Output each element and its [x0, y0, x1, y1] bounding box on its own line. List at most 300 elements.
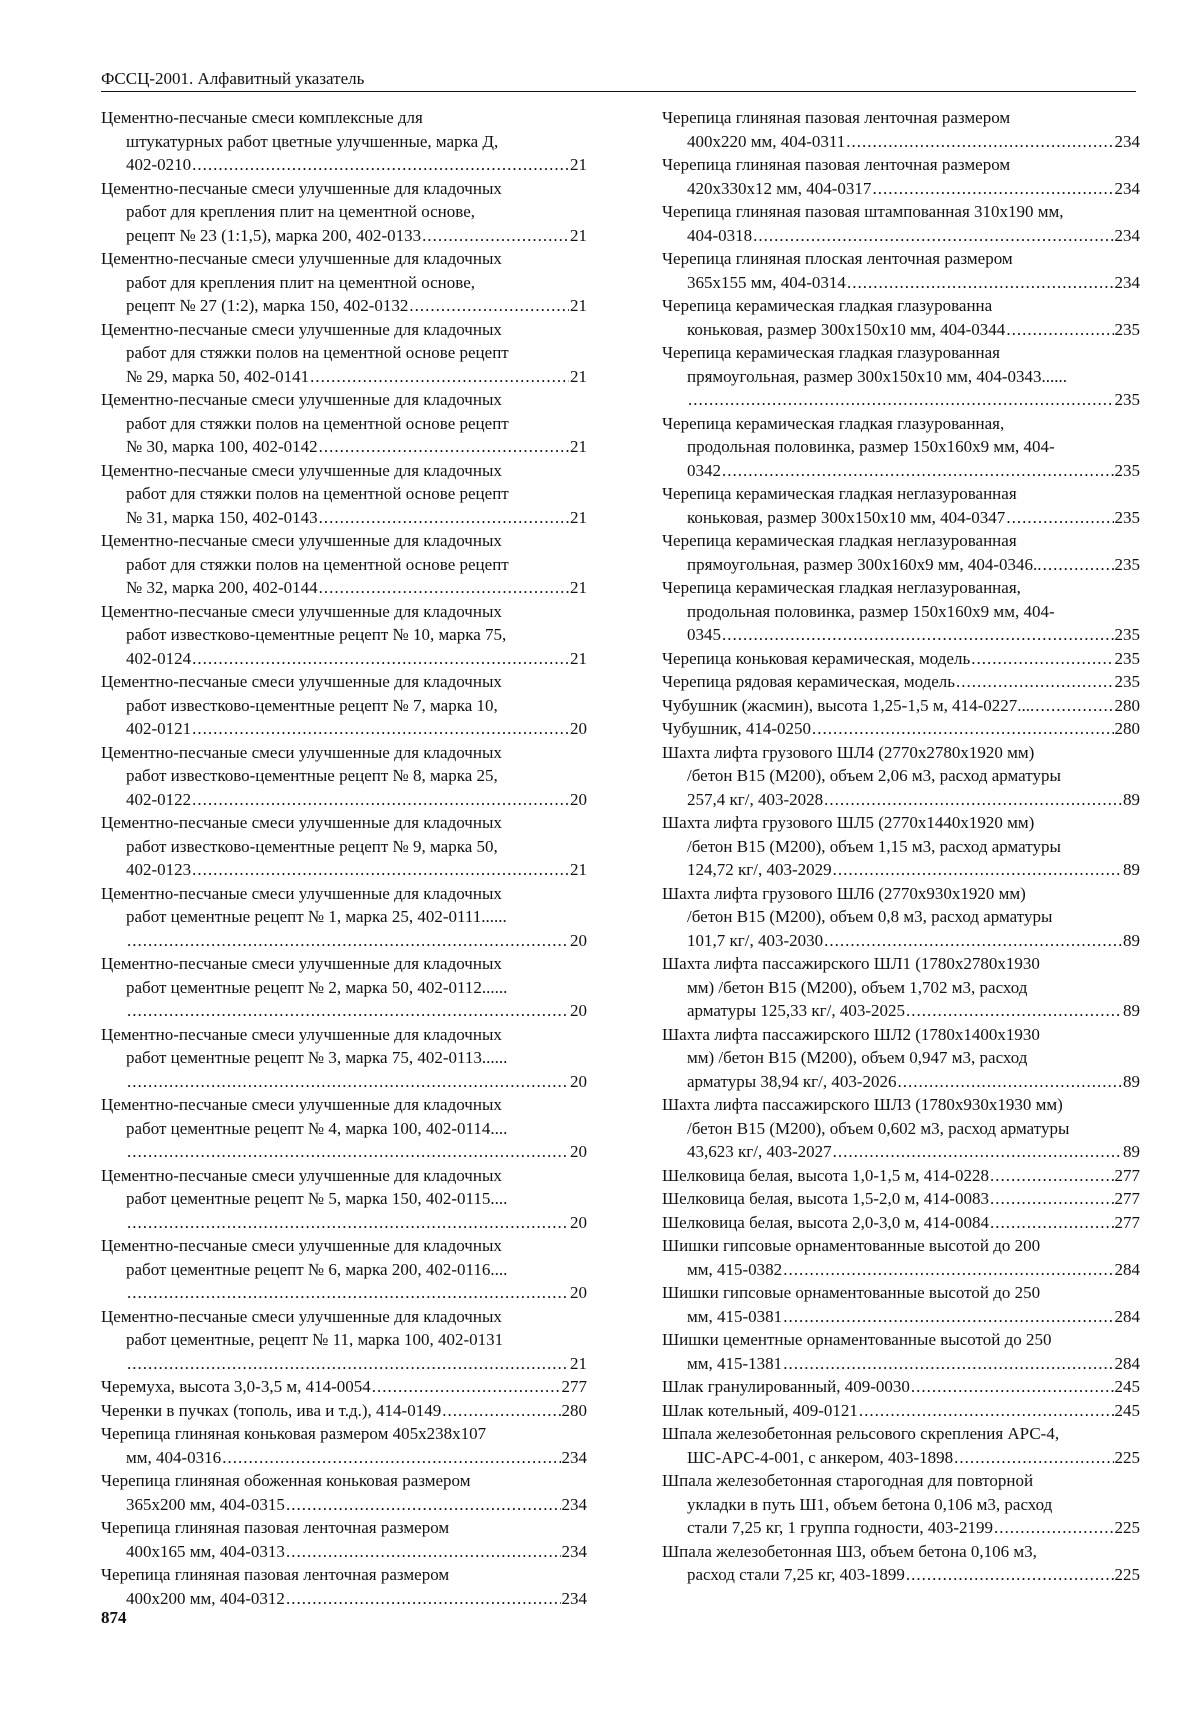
page-number: 874	[101, 1608, 127, 1627]
dot-leader	[319, 435, 569, 459]
entry-leader-line	[101, 365, 587, 389]
index-entry	[101, 1399, 587, 1423]
entry-text-line: Черепица глиняная пазовая ленточная размером	[662, 108, 1011, 127]
entry-page-ref: 89	[1123, 1071, 1140, 1091]
index-entry	[101, 1234, 587, 1305]
dot-leader	[722, 623, 1114, 647]
entry-page-ref: 235	[1114, 390, 1140, 409]
dot-leader	[722, 459, 1114, 483]
entry-text-last: мм, 415-1381	[687, 1353, 783, 1373]
dot-leader	[372, 1375, 561, 1399]
dot-leader	[127, 1281, 569, 1305]
dot-leader	[192, 647, 569, 671]
entry-text-line: Шахта лифта грузового ШЛ6 (2770х930х1920 мм)	[662, 883, 1026, 903]
entry-text-line: Цементно-песчаные смеси улучшенные для кладочных	[101, 742, 502, 762]
entry-text-line: Цементно-песчаные смеси улучшенные для кладочных	[101, 319, 502, 339]
entry-page-ref: 21	[570, 225, 587, 245]
entry-text-line: Цементно-песчаные смеси улучшенные для кладочных	[101, 813, 502, 832]
entry-page-ref: 235	[1114, 507, 1140, 527]
dot-leader	[847, 271, 1114, 295]
entry-text-last: 402-0123	[126, 860, 192, 879]
entry-leader-line	[662, 318, 1140, 342]
entry-page-ref: 234	[561, 1588, 587, 1608]
dot-leader	[911, 1375, 1114, 1399]
entry-text-line: Черепица глиняная коньковая размером 405х238х107	[101, 1424, 487, 1443]
index-entry	[662, 1328, 1140, 1375]
entry-text-line: мм) /бетон В15 (М200), объем 1,702 м3, расход	[687, 977, 1028, 997]
entry-text-line: Шпала железобетонная старогодная для повторной	[662, 1471, 1034, 1490]
entry-page-ref: 21	[570, 437, 587, 456]
index-entry	[662, 294, 1140, 341]
entry-text-line: Черепица керамическая гладкая неглазурованная	[662, 484, 1017, 503]
entry-text-line: работ цементные рецепт № 6, марка 200, 402-0116....	[126, 1259, 508, 1279]
entry-leader-line	[662, 1187, 1140, 1211]
dot-leader	[1035, 694, 1113, 718]
entry-page-ref: 234	[1114, 272, 1140, 292]
dot-leader	[422, 224, 569, 248]
entry-page-ref: 245	[1114, 1377, 1140, 1396]
entry-text-last: 402-0121	[126, 719, 192, 738]
entry-text-line: Черепица глиняная пазовая штампованная 310х190 мм,	[662, 202, 1064, 221]
entry-text-line: Цементно-песчаные смеси улучшенные для кладочных	[101, 390, 502, 409]
index-entry	[101, 1164, 587, 1235]
entry-leader-line	[101, 1446, 587, 1470]
index-column-left	[101, 106, 587, 1610]
entry-text-last: Шелковица белая, высота 2,0-3,0 м, 414-0084	[662, 1212, 989, 1232]
entry-text-line: Цементно-песчаные смеси улучшенные для кладочных	[101, 531, 502, 550]
entry-page-ref: 235	[1114, 554, 1140, 574]
index-entry	[662, 717, 1140, 741]
index-entry	[662, 1164, 1140, 1188]
index-entry	[662, 576, 1140, 647]
entry-text-line: Цементно-песчаные смеси улучшенные для кладочных	[101, 1165, 502, 1185]
entry-text-line: Черепица глиняная пазовая ленточная размером	[662, 155, 1011, 174]
index-entry	[662, 1281, 1140, 1328]
dot-leader	[872, 177, 1113, 201]
entry-text-line: Черепица керамическая гладкая глазурованная	[662, 343, 1000, 362]
entry-text-last: Шелковица белая, высота 1,5-2,0 м, 414-0083	[662, 1189, 989, 1208]
index-entry	[662, 153, 1140, 200]
entry-page-ref: 235	[1114, 625, 1140, 644]
entry-page-ref: 234	[1114, 225, 1140, 245]
dot-leader	[192, 153, 569, 177]
entry-page-ref: 20	[570, 1283, 587, 1302]
dot-leader	[192, 717, 569, 741]
entry-text-line: Черепица керамическая гладкая глазурованна	[662, 296, 993, 315]
entry-text-line: работ для стяжки полов на цементной основе рецепт	[126, 413, 509, 433]
entry-text-line: работ известково-цементные рецепт № 9, марка 50,	[126, 836, 498, 856]
entry-text-line: прямоугольная, размер 300х150х10 мм, 404-0343......	[687, 366, 1068, 386]
entry-leader-line	[101, 1211, 587, 1235]
entry-text-last: 400х220 мм, 404-0311	[687, 131, 846, 151]
entry-text-line: Цементно-песчаные смеси улучшенные для кладочных	[101, 1024, 502, 1044]
entry-leader-line	[101, 153, 587, 177]
entry-page-ref: 89	[1123, 1001, 1140, 1020]
entry-page-ref: 234	[1114, 178, 1140, 198]
entry-text-line: работ известково-цементные рецепт № 8, марка 25,	[126, 766, 498, 785]
entry-leader-line	[662, 506, 1140, 530]
entry-text-line: Цементно-песчаные смеси улучшенные для кладочных	[101, 178, 502, 198]
dot-leader	[990, 1187, 1114, 1211]
dot-leader	[859, 1399, 1114, 1423]
dot-leader	[310, 365, 569, 389]
entry-page-ref: 235	[1114, 460, 1140, 480]
entry-leader-line	[662, 858, 1140, 882]
entry-page-ref: 89	[1123, 930, 1140, 950]
entry-text-line: Цементно-песчаные смеси улучшенные для кладочных	[101, 1236, 502, 1255]
index-entry	[662, 882, 1140, 953]
entry-text-line: Шахта лифта пассажирского ШЛ2 (1780х1400х1930	[662, 1024, 1040, 1044]
entry-page-ref: 20	[570, 930, 587, 950]
entry-leader-line	[662, 1352, 1140, 1376]
dot-leader	[824, 929, 1122, 953]
index-entry	[662, 1399, 1140, 1423]
entry-leader-line	[101, 717, 587, 741]
entry-text-line: штукатурных работ цветные улучшенные, марка Д,	[126, 131, 499, 151]
entry-text-line: Шишки цементные орнаментованные высотой до 250	[662, 1330, 1052, 1349]
entry-leader-line	[662, 553, 1140, 577]
index-entry	[662, 1375, 1140, 1399]
entry-leader-line	[101, 506, 587, 530]
entry-page-ref: 20	[570, 719, 587, 738]
entry-text-last: 365х155 мм, 404-0314	[687, 272, 846, 292]
entry-text-line: работ для стяжки полов на цементной основе рецепт	[126, 484, 509, 503]
entry-text-line: Черепица керамическая гладкая глазурованная,	[662, 413, 1005, 433]
entry-page-ref: 21	[570, 296, 587, 315]
entry-page-ref: 235	[1114, 319, 1140, 339]
entry-text-line: Цементно-песчаные смеси комплексные для	[101, 108, 423, 127]
entry-text-line: продольная половинка, размер 150х160х9 мм, 404-	[687, 601, 1055, 621]
entry-text-last: Шлак гранулированный, 409-0030	[662, 1377, 910, 1396]
entry-leader-line	[662, 717, 1140, 741]
entry-text-line: Цементно-песчаные смеси улучшенные для кладочных	[101, 672, 502, 691]
dot-leader	[127, 1211, 569, 1235]
dot-leader	[824, 788, 1122, 812]
index-entry	[101, 106, 587, 177]
dot-leader	[753, 224, 1113, 248]
page-header	[101, 68, 1136, 92]
dot-leader	[954, 1446, 1113, 1470]
entry-page-ref: 20	[570, 1071, 587, 1091]
dot-leader	[990, 1211, 1114, 1235]
entry-text-line: работ известково-цементные рецепт № 10, марка 75,	[126, 625, 507, 644]
entry-text-last: Черемуха, высота 3,0-3,5 м, 414-0054	[101, 1377, 371, 1396]
entry-text-last: № 30, марка 100, 402-0142	[126, 437, 318, 456]
dot-leader	[127, 929, 569, 953]
entry-text-line: работ цементные рецепт № 5, марка 150, 402-0115....	[126, 1189, 508, 1208]
entry-text-line: Шпала железобетонная рельсового скрепления АРС-4,	[662, 1424, 1060, 1443]
entry-text-last: 402-0122	[126, 789, 192, 809]
entry-page-ref: 235	[1114, 672, 1140, 691]
index-entry	[101, 247, 587, 318]
entry-text-line: Шахта лифта пассажирского ШЛ1 (1780х2780х1930	[662, 954, 1040, 973]
entry-text-line: мм) /бетон В15 (М200), объем 0,947 м3, расход	[687, 1048, 1028, 1067]
entry-leader-line	[101, 1352, 587, 1376]
index-entry	[101, 600, 587, 671]
entry-text-last: Черенки в пучках (тополь, ива и т.д.), 414-0149	[101, 1400, 442, 1420]
entry-text-last: 257,4 кг/, 403-2028	[687, 789, 824, 809]
dot-leader	[1006, 318, 1113, 342]
index-entry	[101, 388, 587, 459]
index-entry	[662, 670, 1140, 694]
entry-text-last: рецепт № 27 (1:2), марка 150, 402-0132	[126, 296, 409, 315]
index-entry	[662, 412, 1140, 483]
entry-text-last: коньковая, размер 300х150х10 мм, 404-0347	[687, 507, 1006, 527]
entry-text-line: Шахта лифта грузового ШЛ4 (2770х2780х1920 мм)	[662, 742, 1035, 762]
index-entry	[101, 1516, 587, 1563]
entry-text-last: 400х200 мм, 404-0312	[126, 1588, 285, 1608]
entry-leader-line	[662, 459, 1140, 483]
entry-leader-line	[101, 224, 587, 248]
entry-leader-line	[101, 858, 587, 882]
entry-text-last: мм, 415-0381	[687, 1306, 783, 1326]
entry-text-line: Черепица керамическая гладкая неглазурованная	[662, 531, 1017, 550]
dot-leader	[127, 1140, 569, 1164]
entry-text-line: /бетон В15 (М200), объем 1,15 м3, расход арматуры	[687, 836, 1061, 856]
entry-text-last: 124,72 кг/, 403-2029	[687, 860, 832, 879]
entry-text-line: Черепица керамическая гладкая неглазурованная,	[662, 578, 1021, 597]
entry-text-last: 0345	[687, 625, 721, 644]
entry-leader-line	[662, 1446, 1140, 1470]
dot-leader	[192, 858, 569, 882]
entry-page-ref: 21	[570, 860, 587, 879]
dot-leader	[222, 1446, 560, 1470]
index-entry	[662, 1187, 1140, 1211]
dot-leader	[319, 506, 569, 530]
entry-page-ref: 284	[1114, 1306, 1140, 1326]
entry-leader-line	[662, 1258, 1140, 1282]
dot-leader	[971, 647, 1113, 671]
index-entry	[662, 647, 1140, 671]
dot-leader	[688, 388, 1114, 412]
entry-text-line: Шахта лифта грузового ШЛ5 (2770х1440х1920 мм)	[662, 813, 1035, 832]
entry-leader-line	[101, 1375, 587, 1399]
entry-text-last: 402-0124	[126, 648, 192, 668]
entry-text-last: мм, 404-0316	[126, 1447, 222, 1467]
entry-text-last: 0342	[687, 460, 721, 480]
index-entry	[101, 529, 587, 600]
entry-text-line: работ для крепления плит на цементной основе,	[126, 272, 476, 292]
entry-leader-line	[662, 623, 1140, 647]
entry-leader-line	[662, 1164, 1140, 1188]
dot-leader	[833, 1140, 1122, 1164]
entry-page-ref: 21	[570, 507, 587, 527]
entry-page-ref: 234	[1114, 131, 1140, 151]
entry-page-ref: 225	[1114, 1447, 1140, 1467]
entry-text-last: Шлак котельный, 409-0121	[662, 1400, 858, 1420]
entry-text-last: 365х200 мм, 404-0315	[126, 1494, 285, 1514]
entry-text-last: арматуры 125,33 кг/, 403-2025	[687, 1001, 906, 1020]
entry-text-line: Черепица глиняная обоженная коньковая размером	[101, 1471, 471, 1490]
dot-leader	[286, 1540, 561, 1564]
entry-leader-line	[101, 576, 587, 600]
index-entry	[101, 1422, 587, 1469]
entry-leader-line	[662, 670, 1140, 694]
entry-leader-line	[662, 1070, 1140, 1094]
index-entry	[101, 1375, 587, 1399]
index-entry	[662, 1234, 1140, 1281]
entry-leader-line	[101, 1070, 587, 1094]
entry-text-last: Шелковица белая, высота 1,0-1,5 м, 414-0228	[662, 1165, 989, 1185]
index-entry	[662, 106, 1140, 153]
entry-text-last: 420х330х12 мм, 404-0317	[687, 178, 872, 198]
entry-leader-line	[101, 435, 587, 459]
entry-text-line: Цементно-песчаные смеси улучшенные для кладочных	[101, 1095, 502, 1114]
entry-text-last: № 31, марка 150, 402-0143	[126, 507, 318, 527]
entry-text-line: Черепица глиняная плоская ленточная размером	[662, 249, 1013, 268]
index-entry	[101, 741, 587, 812]
dot-leader	[319, 576, 569, 600]
dot-leader	[956, 670, 1113, 694]
entry-text-last: 400х165 мм, 404-0313	[126, 1541, 285, 1561]
dot-leader	[990, 1164, 1114, 1188]
index-entry	[662, 694, 1140, 718]
entry-text-last: Черепица рядовая керамическая, модель	[662, 672, 956, 691]
entry-page-ref: 21	[570, 578, 587, 597]
entry-text-line: Черепица глиняная пазовая ленточная размером	[101, 1565, 450, 1584]
entry-page-ref: 277	[1114, 1165, 1140, 1185]
entry-text-last: № 29, марка 50, 402-0141	[126, 366, 310, 386]
dot-leader	[127, 1070, 569, 1094]
entry-text-last: Чубушник (жасмин), высота 1,25-1,5 м, 414-0227....	[662, 695, 1035, 715]
entry-leader-line	[662, 130, 1140, 154]
entry-leader-line	[101, 1399, 587, 1423]
entry-leader-line	[662, 788, 1140, 812]
dot-leader	[906, 999, 1122, 1023]
entry-leader-line	[662, 1399, 1140, 1423]
entry-text-line: /бетон В15 (М200), объем 2,06 м3, расход арматуры	[687, 766, 1061, 785]
entry-page-ref: 21	[570, 648, 587, 668]
entry-page-ref: 234	[561, 1447, 587, 1467]
entry-leader-line	[101, 1140, 587, 1164]
index-entry	[101, 811, 587, 882]
entry-text-line: работ для стяжки полов на цементной основе рецепт	[126, 343, 509, 362]
entry-text-last: Черепица коньковая керамическая, модель	[662, 648, 971, 668]
dot-leader	[192, 788, 569, 812]
index-entry	[662, 1469, 1140, 1540]
index-entry	[101, 1305, 587, 1376]
entry-leader-line	[662, 1140, 1140, 1164]
dot-leader	[127, 999, 569, 1023]
entry-leader-line	[662, 1305, 1140, 1329]
entry-leader-line	[662, 1211, 1140, 1235]
index-entry	[662, 529, 1140, 576]
dot-leader	[812, 717, 1113, 741]
index-entry	[662, 1023, 1140, 1094]
entry-leader-line	[101, 929, 587, 953]
entry-leader-line	[101, 788, 587, 812]
entry-text-last: прямоугольная, размер 300х160х9 мм, 404-0346..	[687, 554, 1042, 574]
entry-leader-line	[662, 224, 1140, 248]
entry-text-last: 43,623 кг/, 403-2027	[687, 1142, 832, 1161]
entry-text-last: № 32, марка 200, 402-0144	[126, 578, 318, 597]
entry-leader-line	[662, 388, 1140, 412]
index-entry	[101, 1563, 587, 1610]
entry-leader-line	[101, 294, 587, 318]
entry-leader-line	[101, 1540, 587, 1564]
dot-leader	[409, 294, 569, 318]
entry-page-ref: 225	[1114, 1565, 1140, 1584]
entry-text-line: работ для стяжки полов на цементной основе рецепт	[126, 554, 509, 574]
index-entry	[101, 1469, 587, 1516]
dot-leader	[898, 1070, 1122, 1094]
index-entry	[662, 811, 1140, 882]
entry-text-last: мм, 415-0382	[687, 1259, 783, 1279]
entry-page-ref: 21	[570, 366, 587, 386]
entry-leader-line	[662, 1516, 1140, 1540]
entry-text-line: Шишки гипсовые орнаментованные высотой до 200	[662, 1236, 1041, 1255]
entry-page-ref: 89	[1123, 1142, 1140, 1161]
index-entry	[662, 1211, 1140, 1235]
entry-page-ref: 89	[1123, 860, 1140, 879]
entry-text-last: стали 7,25 кг, 1 группа годности, 403-2199	[687, 1518, 993, 1537]
entry-page-ref: 277	[561, 1377, 587, 1396]
entry-text-line: работ цементные рецепт № 2, марка 50, 402-0112......	[126, 977, 508, 997]
entry-page-ref: 225	[1114, 1518, 1140, 1537]
index-entry	[101, 459, 587, 530]
index-entry	[662, 200, 1140, 247]
entry-leader-line	[662, 694, 1140, 718]
entry-page-ref: 280	[561, 1400, 587, 1420]
index-entry	[662, 952, 1140, 1023]
entry-page-ref: 89	[1123, 789, 1140, 809]
index-entry	[662, 341, 1140, 412]
index-entry	[101, 1023, 587, 1094]
index-column-right	[662, 106, 1140, 1587]
index-entry	[662, 482, 1140, 529]
entry-leader-line	[101, 647, 587, 671]
entry-text-last: арматуры 38,94 кг/, 403-2026	[687, 1071, 897, 1091]
entry-text-line: Цементно-песчаные смеси улучшенные для кладочных	[101, 249, 502, 268]
dot-leader	[442, 1399, 560, 1423]
entry-text-line: работ цементные рецепт № 3, марка 75, 402-0113......	[126, 1048, 508, 1067]
entry-page-ref: 280	[1114, 719, 1140, 738]
entry-text-line: Шишки гипсовые орнаментованные высотой до 250	[662, 1283, 1041, 1302]
entry-text-line: Цементно-песчаные смеси улучшенные для кладочных	[101, 954, 502, 973]
entry-text-line: Цементно-песчаные смеси улучшенные для кладочных	[101, 883, 502, 903]
entry-text-line: Цементно-песчаные смеси улучшенные для кладочных	[101, 1306, 502, 1326]
entry-page-ref: 234	[561, 1541, 587, 1561]
entry-page-ref: 21	[570, 155, 587, 174]
entry-page-ref: 20	[570, 1212, 587, 1232]
entry-page-ref: 245	[1114, 1400, 1140, 1420]
dot-leader	[783, 1258, 1113, 1282]
entry-page-ref: 284	[1114, 1259, 1140, 1279]
entry-leader-line	[662, 647, 1140, 671]
entry-text-line: Черепица глиняная пазовая ленточная размером	[101, 1518, 450, 1537]
entry-leader-line	[662, 1563, 1140, 1587]
entry-page-ref: 21	[570, 1353, 587, 1373]
entry-text-line: /бетон В15 (М200), объем 0,602 м3, расход арматуры	[687, 1118, 1070, 1138]
entry-text-line: Цементно-песчаные смеси улучшенные для кладочных	[101, 601, 502, 621]
dot-leader	[1006, 506, 1113, 530]
entry-leader-line	[662, 999, 1140, 1023]
entry-page-ref: 20	[570, 1001, 587, 1020]
entry-leader-line	[101, 999, 587, 1023]
entry-page-ref: 20	[570, 1142, 587, 1161]
entry-text-line: работ цементные рецепт № 4, марка 100, 402-0114....	[126, 1118, 508, 1138]
index-entry	[101, 882, 587, 953]
entry-text-last: ШС-АРС-4-001, с анкером, 403-1898	[687, 1447, 954, 1467]
entry-text-last: 402-0210	[126, 155, 192, 174]
entry-text-line: укладки в путь Ш1, объем бетона 0,106 м3, расход	[687, 1494, 1053, 1514]
dot-leader	[783, 1305, 1113, 1329]
entry-leader-line	[662, 929, 1140, 953]
entry-leader-line	[662, 271, 1140, 295]
index-entry	[101, 670, 587, 741]
entry-text-line: Цементно-песчаные смеси улучшенные для кладочных	[101, 460, 502, 480]
entry-page-ref: 277	[1114, 1212, 1140, 1232]
